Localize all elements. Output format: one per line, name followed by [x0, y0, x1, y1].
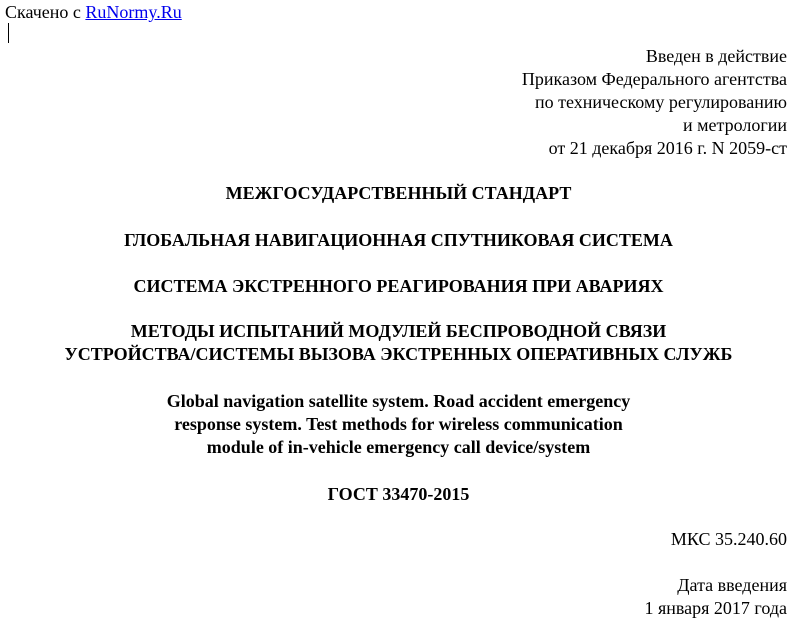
- runormy-link[interactable]: RuNormy.Ru: [85, 2, 182, 22]
- title-line-1: ГЛОБАЛЬНАЯ НАВИГАЦИОННАЯ СПУТНИКОВАЯ СИСТЕМА: [124, 230, 673, 250]
- approval-line: Приказом Федерального агентства: [521, 69, 787, 89]
- approval-line: Введен в действие: [645, 46, 787, 66]
- title-line-2: СИСТЕМА ЭКСТРЕННОГО РЕАГИРОВАНИЯ ПРИ АВАРИЯХ: [133, 276, 664, 296]
- source-line: [5, 1, 182, 23]
- intro-date-block: [644, 574, 787, 620]
- intro-date-value: 1 января 2017 года: [644, 598, 787, 618]
- mks-code: МКС 35.240.60: [670, 529, 787, 549]
- english-title-line: module of in-vehicle emergency call device/system: [206, 437, 591, 457]
- approval-line: от 21 декабря 2016 г. N 2059-ст: [548, 138, 787, 158]
- title-line-3: [0, 320, 790, 366]
- source-prefix: Скачено с: [5, 2, 86, 22]
- approval-block: [522, 45, 787, 160]
- text-cursor: [8, 23, 9, 43]
- english-title: [0, 390, 790, 459]
- english-title-line: Global navigation satellite system. Road accident emergency: [166, 391, 631, 411]
- standard-type-heading: МЕЖГОСУДАРСТВЕННЫЙ СТАНДАРТ: [225, 183, 572, 203]
- approval-line: и метрологии: [683, 115, 787, 135]
- gost-code: ГОСТ 33470-2015: [327, 484, 470, 504]
- intro-date-label: Дата введения: [677, 575, 787, 595]
- english-title-line: response system. Test methods for wireless communication: [174, 414, 623, 434]
- title-line-3a: МЕТОДЫ ИСПЫТАНИЙ МОДУЛЕЙ БЕСПРОВОДНОЙ СВЯЗИ: [130, 321, 667, 341]
- approval-line: по техническому регулированию: [534, 92, 787, 112]
- title-line-3b: УСТРОЙСТВА/СИСТЕМЫ ВЫЗОВА ЭКСТРЕННЫХ ОПЕРАТИВНЫХ СЛУЖБ: [64, 344, 733, 364]
